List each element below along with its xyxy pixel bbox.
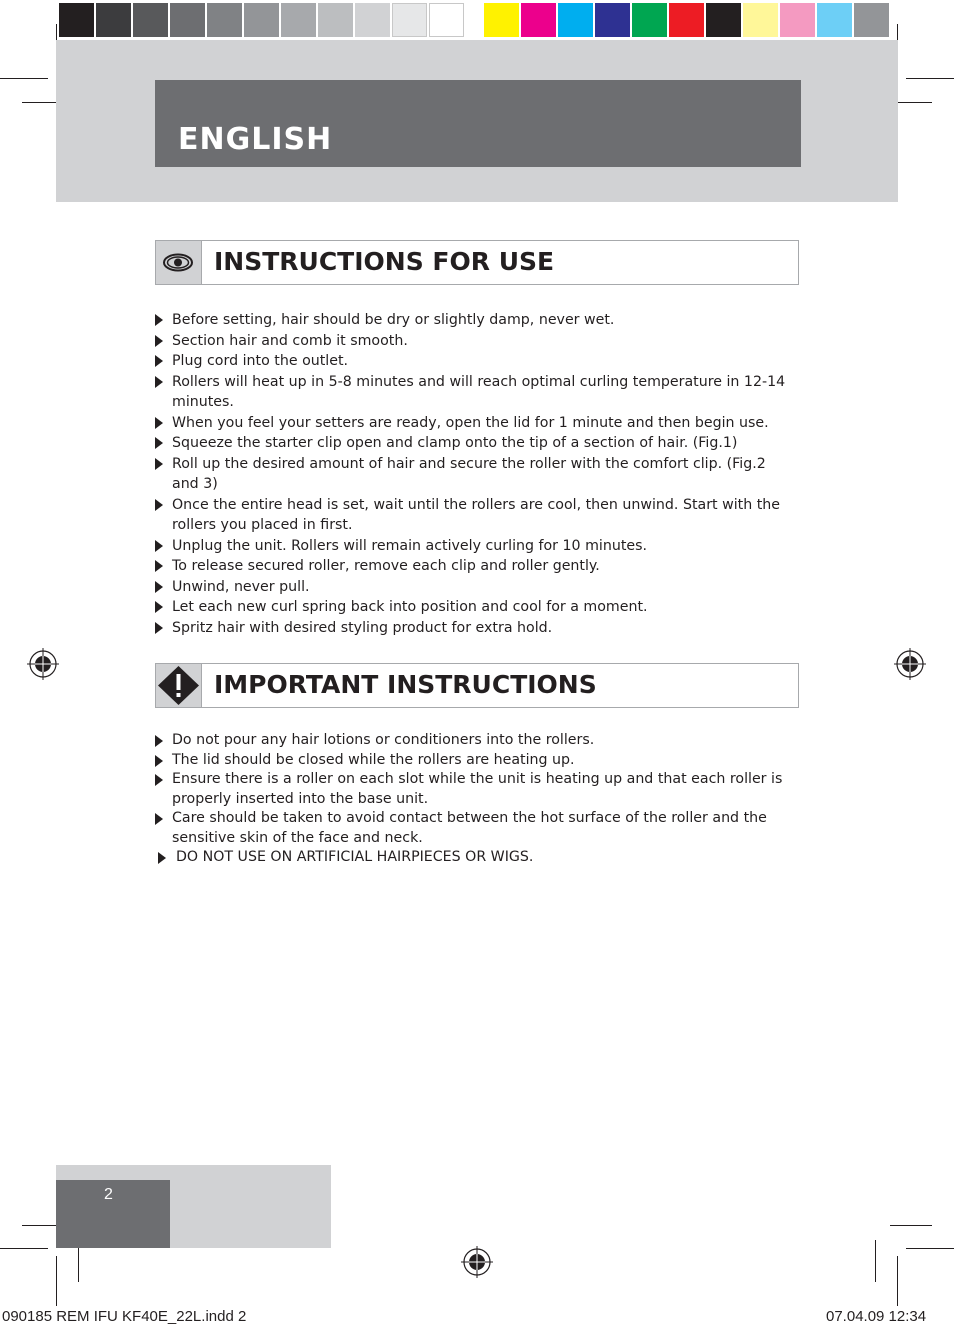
bullet-arrow-icon	[155, 458, 163, 470]
important-list	[152, 731, 792, 868]
process-swatch	[706, 3, 741, 37]
list-item: To release secured roller, remove each clip and roller gently.	[152, 556, 792, 577]
list-item: Plug cord into the outlet.	[152, 351, 792, 372]
color-calibration-bar	[56, 0, 898, 40]
page-number-box	[56, 1180, 170, 1248]
bullet-arrow-icon	[155, 417, 163, 429]
registration-mark-icon	[461, 1246, 493, 1278]
list-item: Unwind, never pull.	[152, 577, 792, 598]
footer-file-name: 090185 REM IFU KF40E_22L.indd 2	[2, 1308, 247, 1325]
process-swatch	[780, 3, 815, 37]
list-item: Once the entire head is set, wait until the rollers are cool, then unwind. Start with the rollers you placed in first.	[152, 495, 792, 536]
list-item: When you feel your setters are ready, open the lid for 1 minute and then begin use.	[152, 413, 792, 434]
gray-swatch	[355, 3, 390, 37]
bullet-arrow-icon	[158, 852, 166, 864]
instructions-list	[152, 310, 792, 638]
list-item: Care should be taken to avoid contact between the hot surface of the roller and the sensitive skin of the face and neck.	[152, 809, 792, 848]
gray-swatch	[392, 3, 427, 37]
list-item: Rollers will heat up in 5-8 minutes and will reach optimal curling temperature in 12-14 minutes.	[152, 372, 792, 413]
list-item: The lid should be closed while the rollers are heating up.	[152, 751, 792, 771]
bullet-arrow-icon	[155, 755, 163, 767]
bullet-arrow-icon	[155, 581, 163, 593]
list-item: Before setting, hair should be dry or slightly damp, never wet.	[152, 310, 792, 331]
warning-icon	[156, 664, 202, 707]
process-swatch	[595, 3, 630, 37]
process-swatch	[817, 3, 852, 37]
gray-swatch	[318, 3, 353, 37]
process-swatch	[521, 3, 556, 37]
section-title: INSTRUCTIONS FOR USE	[214, 247, 555, 276]
page-title: ENGLISH	[178, 122, 333, 157]
bullet-arrow-icon	[155, 355, 163, 367]
bullet-arrow-icon	[155, 813, 163, 825]
bullet-arrow-icon	[155, 560, 163, 572]
bullet-arrow-icon	[155, 376, 163, 388]
process-swatch	[632, 3, 667, 37]
list-item: Unplug the unit. Rollers will remain actively curling for 10 minutes.	[152, 536, 792, 557]
process-swatch	[854, 3, 889, 37]
section-header-important	[155, 663, 799, 708]
bullet-arrow-icon	[155, 735, 163, 747]
list-item: Spritz hair with desired styling product for extra hold.	[152, 618, 792, 639]
list-item: DO NOT USE ON ARTIFICIAL HAIRPIECES OR WIGS.	[152, 848, 792, 868]
process-swatch	[484, 3, 519, 37]
page-number: 2	[104, 1186, 113, 1203]
list-item: Do not pour any hair lotions or conditioners into the rollers.	[152, 731, 792, 751]
section-title: IMPORTANT INSTRUCTIONS	[214, 670, 597, 699]
process-swatch	[743, 3, 778, 37]
bullet-arrow-icon	[155, 499, 163, 511]
bullet-arrow-icon	[155, 774, 163, 786]
bullet-arrow-icon	[155, 601, 163, 613]
gray-swatch	[133, 3, 168, 37]
list-item: Squeeze the starter clip open and clamp onto the tip of a section of hair. (Fig.1)	[152, 433, 792, 454]
section-header-instructions	[155, 240, 799, 285]
list-item: Ensure there is a roller on each slot while the unit is heating up and that each roller is properly inserted into the base unit.	[152, 770, 792, 809]
process-swatch	[558, 3, 593, 37]
gray-swatch	[244, 3, 279, 37]
gray-swatch	[429, 3, 464, 37]
footer-date-time: 07.04.09 12:34	[826, 1308, 927, 1325]
bullet-arrow-icon	[155, 622, 163, 634]
gray-swatch	[96, 3, 131, 37]
bullet-arrow-icon	[155, 437, 163, 449]
list-item: Roll up the desired amount of hair and secure the roller with the comfort clip. (Fig.2 and 3)	[152, 454, 792, 495]
list-item: Let each new curl spring back into position and cool for a moment.	[152, 597, 792, 618]
bullet-arrow-icon	[155, 540, 163, 552]
registration-mark-icon	[894, 648, 926, 680]
registration-mark-icon	[27, 648, 59, 680]
gray-swatch	[170, 3, 205, 37]
gray-swatch	[281, 3, 316, 37]
eye-icon	[156, 241, 202, 284]
bullet-arrow-icon	[155, 314, 163, 326]
gray-swatch	[59, 3, 94, 37]
gray-swatch	[207, 3, 242, 37]
process-swatch	[669, 3, 704, 37]
list-item: Section hair and comb it smooth.	[152, 331, 792, 352]
bullet-arrow-icon	[155, 335, 163, 347]
